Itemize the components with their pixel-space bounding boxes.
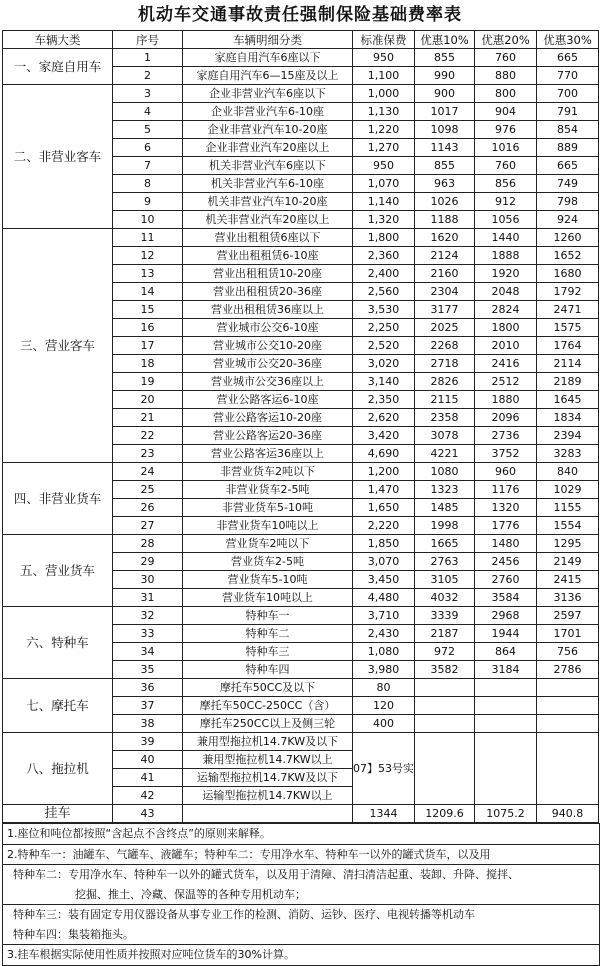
discount-10: 3078 <box>415 427 475 445</box>
discount-10: 2187 <box>415 625 475 643</box>
discount-20: 2736 <box>475 427 537 445</box>
discount-30: 665 <box>537 157 599 175</box>
vehicle-type: 兼用型拖拉机14.7KW以上 <box>183 751 353 769</box>
discount-10-cell <box>415 733 475 805</box>
discount-10: 4032 <box>415 589 475 607</box>
standard-premium: 1344 <box>353 805 415 823</box>
discount-30: 1575 <box>537 319 599 337</box>
vehicle-type: 摩托车50CC-250CC（含） <box>183 697 353 715</box>
standard-premium: 3,140 <box>353 373 415 391</box>
table-row <box>3 49 599 67</box>
row-number: 1 <box>113 49 183 67</box>
discount-20: 1880 <box>475 391 537 409</box>
vehicle-type: 营业出租租赁36座以上 <box>183 301 353 319</box>
standard-premium: 1,200 <box>353 463 415 481</box>
table-row <box>3 535 599 553</box>
discount-30 <box>537 679 599 697</box>
discount-10: 1098 <box>415 121 475 139</box>
standard-premium: 1,270 <box>353 139 415 157</box>
discount-30: 798 <box>537 193 599 211</box>
standard-premium: 950 <box>353 157 415 175</box>
discount-10: 3582 <box>415 661 475 679</box>
category-cell: 一、家庭自用车 <box>3 49 113 85</box>
row-number: 26 <box>113 499 183 517</box>
vehicle-type: 机关非营业汽车10-20座 <box>183 193 353 211</box>
discount-10 <box>415 679 475 697</box>
discount-20-cell <box>475 733 537 805</box>
discount-20: 3584 <box>475 589 537 607</box>
row-number: 19 <box>113 373 183 391</box>
vehicle-type: 营业货车2-5吨 <box>183 553 353 571</box>
vehicle-type: 营业货车5-10吨 <box>183 571 353 589</box>
discount-10: 855 <box>415 49 475 67</box>
discount-10: 1209.6 <box>415 805 475 823</box>
row-number: 18 <box>113 355 183 373</box>
vehicle-type: 非营业货车2-5吨 <box>183 481 353 499</box>
row-number: 32 <box>113 607 183 625</box>
column-header: 序号 <box>113 31 183 49</box>
discount-10: 2826 <box>415 373 475 391</box>
discount-20: 1888 <box>475 247 537 265</box>
discount-10: 990 <box>415 67 475 85</box>
table-row <box>3 679 599 697</box>
note-line: 特种车二：专用净水车、特种车一以外的罐式货车，以及用于清障、清扫清洁起重、装卸、升降、搅拌、 <box>3 864 599 885</box>
discount-30: 889 <box>537 139 599 157</box>
category-cell: 七、摩托车 <box>3 679 113 733</box>
standard-premium: 950 <box>353 49 415 67</box>
vehicle-type: 家庭自用汽车6座以下 <box>183 49 353 67</box>
column-header: 优惠30% <box>537 31 599 49</box>
discount-20: 2968 <box>475 607 537 625</box>
discount-30 <box>537 697 599 715</box>
standard-premium: 80 <box>353 679 415 697</box>
discount-30: 924 <box>537 211 599 229</box>
vehicle-type: 机关非营业汽车6座以下 <box>183 157 353 175</box>
row-number: 29 <box>113 553 183 571</box>
discount-20: 760 <box>475 157 537 175</box>
discount-20: 3752 <box>475 445 537 463</box>
discount-20: 1800 <box>475 319 537 337</box>
discount-10: 2124 <box>415 247 475 265</box>
standard-premium: 1,070 <box>353 175 415 193</box>
discount-30-cell <box>537 733 599 805</box>
discount-20: 1075.2 <box>475 805 537 823</box>
row-number: 5 <box>113 121 183 139</box>
discount-10: 2304 <box>415 283 475 301</box>
discount-30: 1554 <box>537 517 599 535</box>
discount-30: 2114 <box>537 355 599 373</box>
vehicle-type: 营业出租租赁6座以下 <box>183 229 353 247</box>
discount-30: 1680 <box>537 265 599 283</box>
row-number: 9 <box>113 193 183 211</box>
standard-premium: 4,480 <box>353 589 415 607</box>
discount-30: 1260 <box>537 229 599 247</box>
discount-10: 1998 <box>415 517 475 535</box>
discount-30: 2597 <box>537 607 599 625</box>
discount-10: 1188 <box>415 211 475 229</box>
table-row <box>3 733 599 751</box>
discount-30: 1029 <box>537 481 599 499</box>
discount-20: 1944 <box>475 625 537 643</box>
discount-20: 760 <box>475 49 537 67</box>
discount-20: 1056 <box>475 211 537 229</box>
discount-30: 700 <box>537 85 599 103</box>
discount-30: 840 <box>537 463 599 481</box>
discount-30: 1652 <box>537 247 599 265</box>
row-number: 28 <box>113 535 183 553</box>
table-header-row <box>3 31 599 49</box>
discount-30: 1645 <box>537 391 599 409</box>
discount-10: 1143 <box>415 139 475 157</box>
vehicle-type: 营业货车2吨以下 <box>183 535 353 553</box>
vehicle-type <box>183 805 353 823</box>
row-number: 31 <box>113 589 183 607</box>
vehicle-type: 营业公路客运36座以上 <box>183 445 353 463</box>
vehicle-type: 兼用型拖拉机14.7KW及以下 <box>183 733 353 751</box>
standard-premium: 120 <box>353 697 415 715</box>
vehicle-type: 营业城市公交36座以上 <box>183 373 353 391</box>
discount-10: 4221 <box>415 445 475 463</box>
standard-premium: 2,360 <box>353 247 415 265</box>
row-number: 4 <box>113 103 183 121</box>
row-number: 21 <box>113 409 183 427</box>
category-cell: 二、非营业客车 <box>3 85 113 229</box>
row-number: 33 <box>113 625 183 643</box>
discount-30: 1155 <box>537 499 599 517</box>
row-number: 37 <box>113 697 183 715</box>
row-number: 22 <box>113 427 183 445</box>
discount-10: 900 <box>415 85 475 103</box>
standard-premium: 1,470 <box>353 481 415 499</box>
standard-premium: 1,220 <box>353 121 415 139</box>
standard-premium: 4,690 <box>353 445 415 463</box>
note-line: 特种车四：集装箱拖头。 <box>13 927 134 941</box>
standard-premium: 1,140 <box>353 193 415 211</box>
discount-30: 770 <box>537 67 599 85</box>
row-number: 2 <box>113 67 183 85</box>
column-header: 优惠10% <box>415 31 475 49</box>
row-number: 16 <box>113 319 183 337</box>
discount-20 <box>475 715 537 733</box>
discount-30: 2189 <box>537 373 599 391</box>
vehicle-type: 营业公路客运6-10座 <box>183 391 353 409</box>
discount-30: 1701 <box>537 625 599 643</box>
row-number: 42 <box>113 787 183 805</box>
discount-10: 2763 <box>415 553 475 571</box>
discount-30: 756 <box>537 643 599 661</box>
standard-premium: 1,650 <box>353 499 415 517</box>
row-number: 10 <box>113 211 183 229</box>
standard-premium: 2,520 <box>353 337 415 355</box>
discount-10: 1620 <box>415 229 475 247</box>
discount-10: 1665 <box>415 535 475 553</box>
discount-20: 1480 <box>475 535 537 553</box>
discount-10: 1080 <box>415 463 475 481</box>
standard-premium: 3,020 <box>353 355 415 373</box>
row-number: 40 <box>113 751 183 769</box>
row-number: 3 <box>113 85 183 103</box>
vehicle-type: 运输型拖拉机14.7KW及以下 <box>183 769 353 787</box>
discount-30: 1834 <box>537 409 599 427</box>
category-cell: 挂车 <box>3 805 113 823</box>
discount-20: 1320 <box>475 499 537 517</box>
row-number: 43 <box>113 805 183 823</box>
row-number: 23 <box>113 445 183 463</box>
discount-20: 864 <box>475 643 537 661</box>
note-line: 2.特种车一：油罐车、气罐车、液罐车；特种车二：专用净水车、特种车一以外的罐式货车，以及用 <box>3 844 599 865</box>
row-number: 17 <box>113 337 183 355</box>
category-cell: 八、拖拉机 <box>3 733 113 805</box>
row-number: 13 <box>113 265 183 283</box>
discount-20: 1440 <box>475 229 537 247</box>
row-number: 41 <box>113 769 183 787</box>
discount-30: 791 <box>537 103 599 121</box>
discount-20: 960 <box>475 463 537 481</box>
discount-20: 2512 <box>475 373 537 391</box>
vehicle-type: 企业非营业汽车20座以上 <box>183 139 353 157</box>
discount-20: 1776 <box>475 517 537 535</box>
discount-30: 3283 <box>537 445 599 463</box>
standard-premium: 1,850 <box>353 535 415 553</box>
standard-premium: 1,000 <box>353 85 415 103</box>
discount-10: 2718 <box>415 355 475 373</box>
discount-10: 3339 <box>415 607 475 625</box>
discount-30: 749 <box>537 175 599 193</box>
discount-30: 2786 <box>537 661 599 679</box>
table-row <box>3 607 599 625</box>
row-number: 7 <box>113 157 183 175</box>
standard-premium: 1,080 <box>353 643 415 661</box>
vehicle-type: 营业出租租赁6-10座 <box>183 247 353 265</box>
column-header: 车辆大类 <box>3 31 113 49</box>
discount-10: 1017 <box>415 103 475 121</box>
vehicle-type: 特种车一 <box>183 607 353 625</box>
category-cell: 六、特种车 <box>3 607 113 679</box>
note-line: 1.座位和吨位都按照“含起点不含终点”的原则来解释。 <box>3 823 599 844</box>
discount-20: 3184 <box>475 661 537 679</box>
column-header: 标准保费 <box>353 31 415 49</box>
standard-premium: 2,400 <box>353 265 415 283</box>
vehicle-type: 特种车四 <box>183 661 353 679</box>
notes-section <box>2 823 600 966</box>
note-line: 3.挂车根据实际使用性质并按照对应吨位货车的30%计算。 <box>3 944 599 965</box>
standard-premium: 1,800 <box>353 229 415 247</box>
vehicle-type: 非营业货车5-10吨 <box>183 499 353 517</box>
discount-30: 1764 <box>537 337 599 355</box>
row-number: 27 <box>113 517 183 535</box>
discount-20: 2416 <box>475 355 537 373</box>
discount-20: 904 <box>475 103 537 121</box>
table-row <box>3 463 599 481</box>
table-row <box>3 85 599 103</box>
row-number: 24 <box>113 463 183 481</box>
vehicle-type: 摩托车50CC及以下 <box>183 679 353 697</box>
discount-10: 2025 <box>415 319 475 337</box>
vehicle-type: 机关非营业汽车6-10座 <box>183 175 353 193</box>
vehicle-type: 非营业货车10吨以上 <box>183 517 353 535</box>
discount-20: 856 <box>475 175 537 193</box>
vehicle-type: 特种车二 <box>183 625 353 643</box>
standard-premium: 2,560 <box>353 283 415 301</box>
category-cell: 五、营业货车 <box>3 535 113 607</box>
row-number: 35 <box>113 661 183 679</box>
vehicle-type: 摩托车250CC以上及侧三轮 <box>183 715 353 733</box>
discount-10: 855 <box>415 157 475 175</box>
standard-premium: 3,420 <box>353 427 415 445</box>
merged-fee-cell: 07】53号实 <box>353 733 415 805</box>
vehicle-type: 非营业货车2吨以下 <box>183 463 353 481</box>
row-number: 39 <box>113 733 183 751</box>
discount-10: 3177 <box>415 301 475 319</box>
category-cell: 三、营业客车 <box>3 229 113 463</box>
row-number: 36 <box>113 679 183 697</box>
discount-30: 2394 <box>537 427 599 445</box>
discount-10: 1026 <box>415 193 475 211</box>
vehicle-type: 营业出租租赁10-20座 <box>183 265 353 283</box>
row-number: 11 <box>113 229 183 247</box>
discount-20: 1016 <box>475 139 537 157</box>
discount-30: 2415 <box>537 571 599 589</box>
standard-premium: 3,070 <box>353 553 415 571</box>
discount-20 <box>475 697 537 715</box>
discount-20: 976 <box>475 121 537 139</box>
vehicle-type: 家庭自用汽车6—15座及以上 <box>183 67 353 85</box>
vehicle-type: 企业非营业汽车6-10座 <box>183 103 353 121</box>
discount-20: 2048 <box>475 283 537 301</box>
row-number: 15 <box>113 301 183 319</box>
standard-premium: 2,250 <box>353 319 415 337</box>
discount-30: 2149 <box>537 553 599 571</box>
standard-premium: 3,450 <box>353 571 415 589</box>
discount-10: 972 <box>415 643 475 661</box>
standard-premium: 1,100 <box>353 67 415 85</box>
row-number: 25 <box>113 481 183 499</box>
standard-premium: 2,350 <box>353 391 415 409</box>
discount-20: 2010 <box>475 337 537 355</box>
page-title: 机动车交通事故责任强制保险基础费率表 <box>138 5 462 25</box>
category-cell: 四、非营业货车 <box>3 463 113 535</box>
vehicle-type: 营业城市公交10-20座 <box>183 337 353 355</box>
discount-20: 2824 <box>475 301 537 319</box>
discount-10: 2115 <box>415 391 475 409</box>
standard-premium: 2,430 <box>353 625 415 643</box>
discount-30: 940.8 <box>537 805 599 823</box>
discount-20: 800 <box>475 85 537 103</box>
row-number: 30 <box>113 571 183 589</box>
vehicle-type: 企业非营业汽车10-20座 <box>183 121 353 139</box>
vehicle-type: 特种车三 <box>183 643 353 661</box>
standard-premium: 1,320 <box>353 211 415 229</box>
vehicle-type: 营业城市公交20-36座 <box>183 355 353 373</box>
table-row <box>3 229 599 247</box>
table-body <box>3 49 599 823</box>
discount-30 <box>537 715 599 733</box>
discount-10: 2160 <box>415 265 475 283</box>
discount-10 <box>415 697 475 715</box>
discount-30: 3136 <box>537 589 599 607</box>
column-header: 车辆明细分类 <box>183 31 353 49</box>
discount-20: 2456 <box>475 553 537 571</box>
standard-premium: 1,130 <box>353 103 415 121</box>
row-number: 6 <box>113 139 183 157</box>
discount-10: 2358 <box>415 409 475 427</box>
discount-30: 665 <box>537 49 599 67</box>
vehicle-type: 运输型拖拉机14.7KW以上 <box>183 787 353 805</box>
discount-30: 1295 <box>537 535 599 553</box>
note-line: 特种车三：装有固定专用仪器设备从事专业工作的检测、消防、运钞、医疗、电视转播等机动车 <box>3 904 599 925</box>
discount-20: 1176 <box>475 481 537 499</box>
standard-premium: 2,620 <box>353 409 415 427</box>
discount-20: 1920 <box>475 265 537 283</box>
vehicle-type: 机关非营业汽车20座以上 <box>183 211 353 229</box>
vehicle-type: 营业货车10吨以上 <box>183 589 353 607</box>
trailer-row <box>3 805 599 823</box>
row-number: 34 <box>113 643 183 661</box>
discount-10: 1485 <box>415 499 475 517</box>
discount-10: 1323 <box>415 481 475 499</box>
standard-premium: 400 <box>353 715 415 733</box>
discount-20: 912 <box>475 193 537 211</box>
row-number: 14 <box>113 283 183 301</box>
standard-premium: 3,710 <box>353 607 415 625</box>
discount-30: 854 <box>537 121 599 139</box>
discount-10: 3105 <box>415 571 475 589</box>
discount-10 <box>415 715 475 733</box>
discount-30: 1792 <box>537 283 599 301</box>
row-number: 38 <box>113 715 183 733</box>
rate-table <box>2 30 599 823</box>
row-number: 12 <box>113 247 183 265</box>
vehicle-type: 营业公路客运10-20座 <box>183 409 353 427</box>
vehicle-type: 营业城市公交6-10座 <box>183 319 353 337</box>
vehicle-type: 营业出租租赁20-36座 <box>183 283 353 301</box>
standard-premium: 3,530 <box>353 301 415 319</box>
discount-20 <box>475 679 537 697</box>
row-number: 20 <box>113 391 183 409</box>
standard-premium: 3,980 <box>353 661 415 679</box>
standard-premium: 2,220 <box>353 517 415 535</box>
note-line: 挖掘、推土、冷藏、保温等的各种专用机动车； <box>75 887 306 901</box>
column-header: 优惠20% <box>475 31 537 49</box>
discount-20: 2760 <box>475 571 537 589</box>
discount-20: 2096 <box>475 409 537 427</box>
discount-10: 2268 <box>415 337 475 355</box>
row-number: 8 <box>113 175 183 193</box>
discount-30: 2471 <box>537 301 599 319</box>
vehicle-type: 营业公路客运20-36座 <box>183 427 353 445</box>
discount-20: 880 <box>475 67 537 85</box>
vehicle-type: 企业非营业汽车6座以下 <box>183 85 353 103</box>
discount-10: 963 <box>415 175 475 193</box>
